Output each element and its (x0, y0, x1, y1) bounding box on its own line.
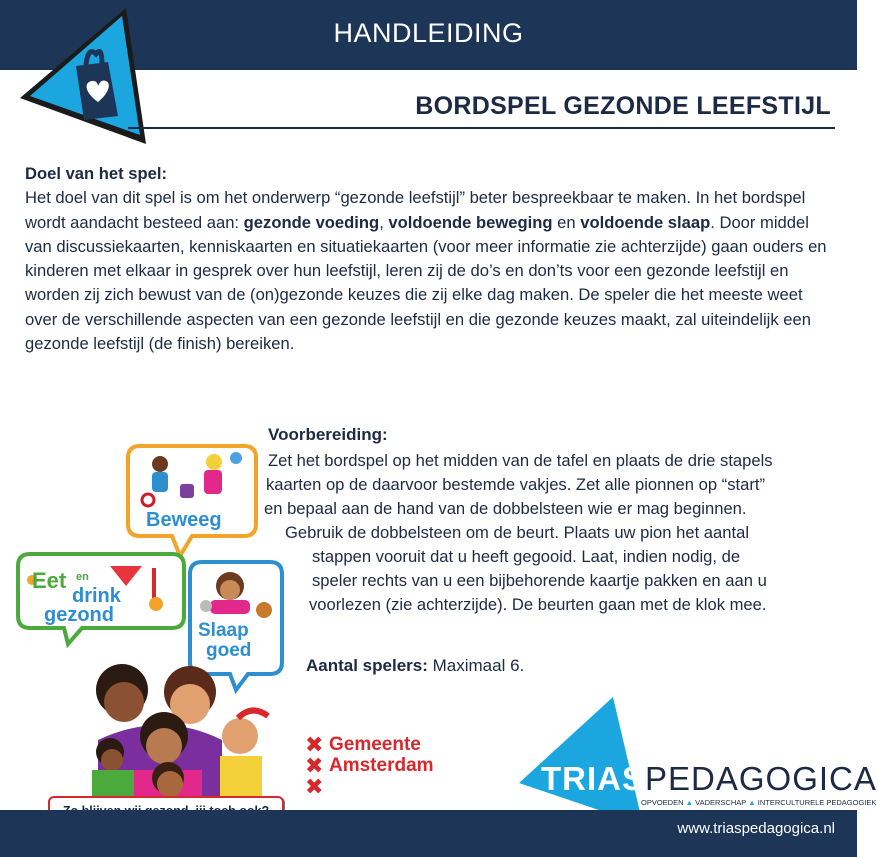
preparation-line: voorlezen (zie achterzijde). De beurten gaan met de klok mee. (309, 595, 767, 614)
trias-sub-pedagogiek: INTERCULTURELE PEDAGOGIEK (757, 798, 877, 807)
goal-section (25, 162, 833, 356)
triangle-separator-icon: ▲ (748, 798, 756, 807)
drink-label: drink (72, 585, 121, 607)
goal-bold-slaap: voldoende slaap (580, 212, 711, 232)
triangle-separator-icon: ▲ (685, 798, 694, 807)
slaap-label: Slaap (198, 620, 249, 641)
goal-text-2: , (379, 212, 389, 232)
title-divider (128, 127, 835, 129)
preparation-line: Zet het bordspel op het midden van de tafel en plaats de drie stapels (268, 451, 773, 470)
gezond-label: gezond (44, 604, 114, 626)
x-mark-icon: ✖ (305, 774, 324, 799)
pedagogica-word: PEDAGOGICA (645, 760, 877, 797)
preparation-line: en bepaal aan de hand van de dobbelsteen wie er mag beginnen. (264, 499, 747, 518)
amsterdam-label: Amsterdam (329, 754, 434, 776)
gemeente-amsterdam-logo (305, 734, 434, 797)
goal-bold-voeding: gezonde voeding (243, 212, 380, 232)
goal-text-4: . Door middel van discussiekaarten, kenniskaarten en situatiekaarten (voor meer informatie zie achterzijde) gaan ouders en kinderen met elkaar in gesprek over hun leefstijl, leren zij de do’s en don’ts voor een gezonde leefstijl en worden zij zich bewust van de (on)gezonde keuzes die zij elke dag maken. De speler die het meeste weet over de verschillende aspecten van een gezonde leefstijl en die gezonde keuzes maakt, zal uiteindelijk een gezonde leefstijl (de finish) bereiken. (25, 212, 827, 354)
trias-pedagogica-logo (541, 760, 877, 798)
trias-subtitle (641, 798, 876, 807)
player-count-label: Aantal spelers: (306, 656, 428, 675)
x-mark-icon: ✖ (305, 732, 324, 757)
game-illustration (12, 440, 302, 835)
goal-heading: Doel van het spel: (25, 164, 168, 183)
trias-word: TRIAS (541, 760, 645, 797)
x-mark-icon: ✖ (305, 753, 324, 778)
preparation-line: kaarten op de daarvoor bestemde vakjes. Zet alle pionnen op “start” (266, 475, 766, 494)
page-title: BORDSPEL GEZONDE LEEFSTIJL (415, 92, 831, 120)
eet-en-label: en (76, 571, 89, 583)
preparation-heading: Voorbereiding: (268, 425, 388, 444)
trias-sub-opvoeden: OPVOEDEN (641, 798, 684, 807)
beweeg-label: Beweeg (146, 509, 222, 531)
preparation-line: speler rechts van u een bijbehorende kaartje pakken en aan u (312, 571, 767, 590)
player-count (306, 656, 524, 676)
player-count-value: Maximaal 6. (427, 656, 525, 675)
beweeg-card (128, 446, 256, 556)
goal-text-3: en (552, 212, 581, 232)
preparation-line: stappen vooruit dat u heeft gegooid. Laat, indien nodig, de (312, 547, 741, 566)
header-title: HANDLEIDING (333, 18, 524, 48)
goal-paragraph (25, 186, 833, 356)
trias-sub-vaderschap: VADERSCHAP (695, 798, 747, 807)
eet-drink-card (18, 554, 184, 644)
website-link[interactable]: www.triaspedagogica.nl (677, 820, 835, 837)
goal-text-1: Het doel van dit spel is om het onderwerp “gezonde leefstijl” beter bespreekbaar te maken. In het bordspel wordt aandacht besteed aan: (25, 188, 806, 232)
eet-label: Eet (32, 568, 67, 593)
goal-bold-beweging: voldoende beweging (388, 212, 553, 232)
preparation-line: Gebruik de dobbelsteen om de beurt. Plaats uw pion het aantal (285, 523, 750, 542)
gemeente-label: Gemeente (329, 733, 421, 755)
goed-label: goed (206, 640, 252, 661)
